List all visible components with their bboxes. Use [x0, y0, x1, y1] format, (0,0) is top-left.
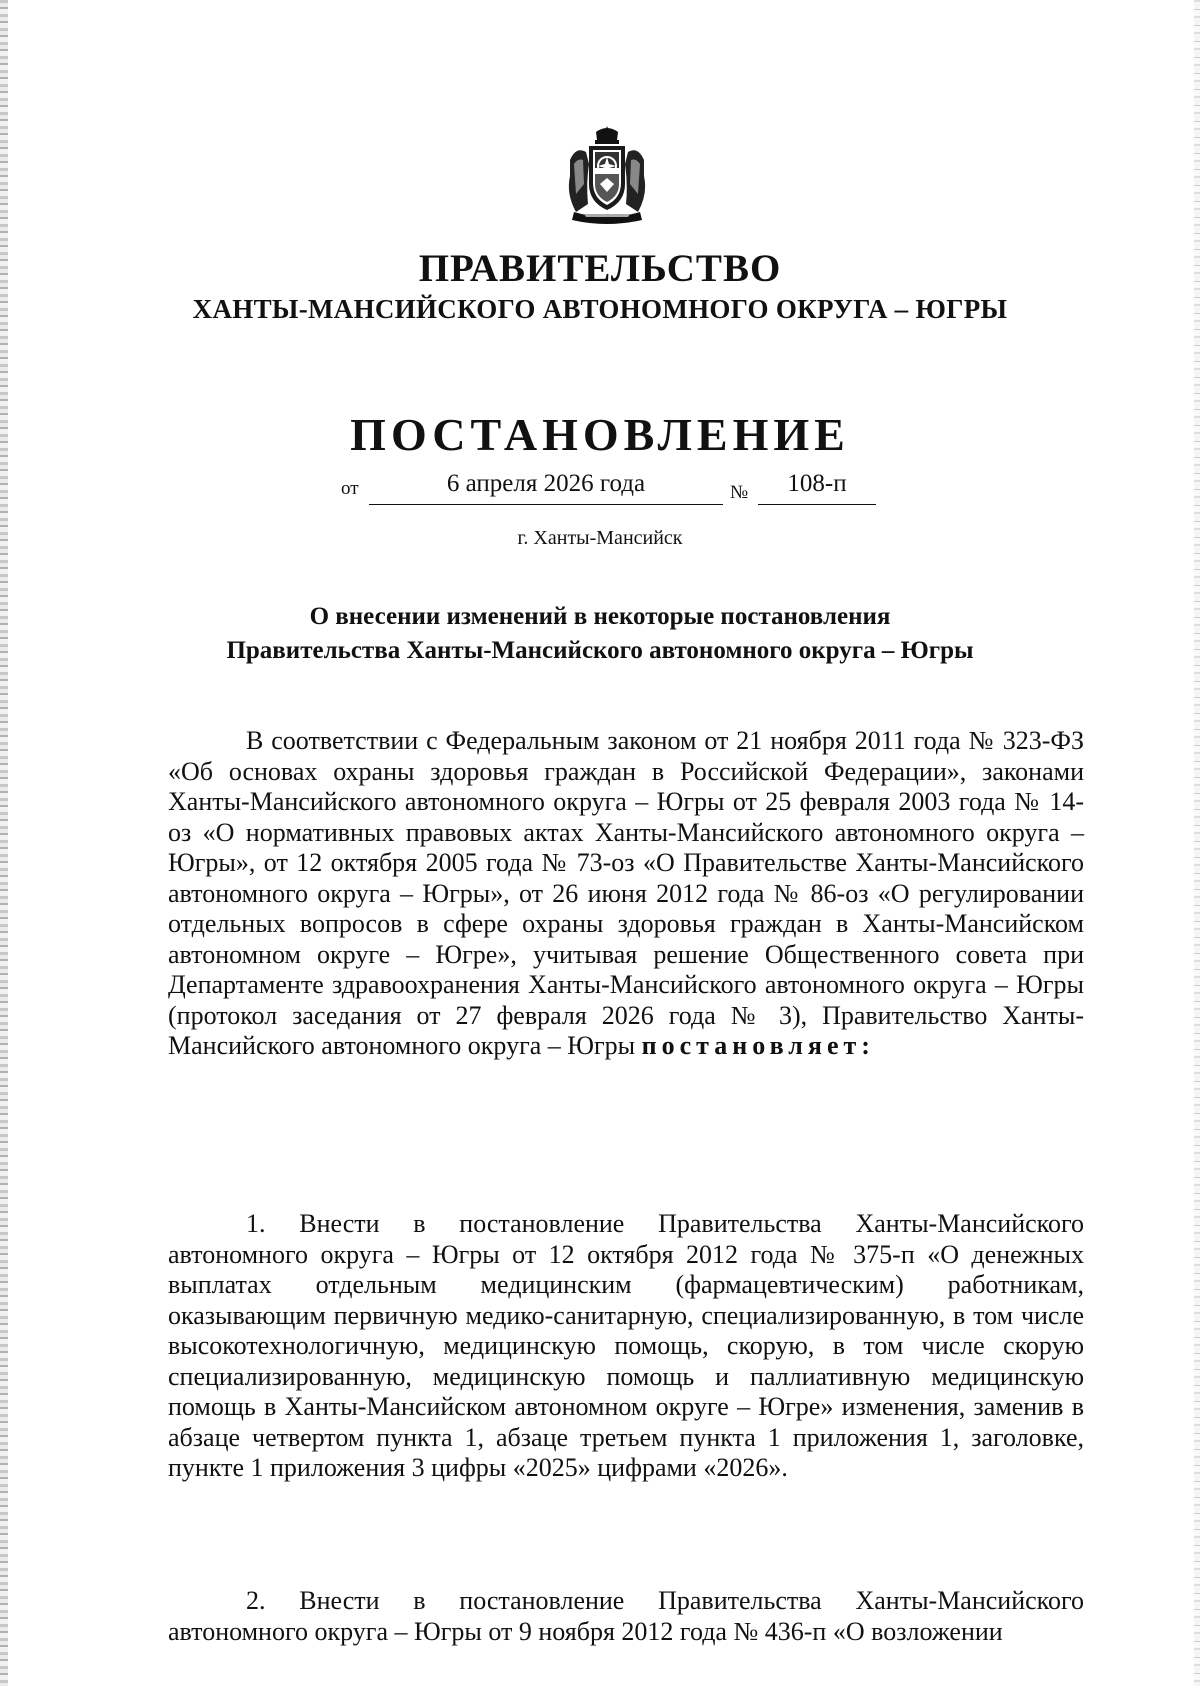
document-subject — [0, 600, 1200, 668]
preamble-paragraph — [168, 726, 1084, 1062]
document-type: ПОСТАНОВЛЕНИЕ — [350, 409, 850, 460]
document-date: 6 апреля 2026 года — [369, 470, 723, 505]
preamble-text: В соответствии с Федеральным законом от 21 ноября 2011 года № 323-ФЗ «Об основах охраны здоровья граждан в Российской Федерации», законами Ханты-Мансийского автономного округа – Югры от 25 февраля 2003 года № 14-оз «О нормативных правовых актах Ханты-Мансийского автономного округа – Югры», от 12 октября 2005 года № 73-оз «О Правительстве Ханты-Мансийского автономного округа – Югры», от 26 июня 2012 года № 86-оз «О регулировании отдельных вопросов в сфере охраны здоровья граждан в Ханты-Мансийском автономном округе – Югре», учитывая решение Общественного совета при Департаменте здравоохранения Ханты-Мансийского автономного округа – Югры (протокол заседания от 27 февраля 2026 года № 3), Правительство Ханты-Мансийского автономного округа – Югры — [168, 726, 1084, 1060]
subject-line-2: Правительства Ханты-Мансийского автономного округа – Югры — [226, 637, 974, 664]
document-number: 108-п — [758, 470, 876, 505]
item-1-text: 1. Внести в постановление Правительства Ханты-Мансийского автономного округа – Югры от 12 октября 2012 года № 375-п «О денежных выплатах отдельным медицинским (фармацевтическим) работникам, оказывающим первичную медико-санитарную, специализированную, в том числе высокотехнологичную, медицинскую помощь, скорую, в том числе скорую специализированную, медицинскую помощь и паллиативную медицинскую помощь в Ханты-Мансийском автономном округе – Югре» изменения, заменив в абзаце четвертом пункта 1, абзаце третьем пункта 1 приложения 1, заголовке, пункте 1 приложения 3 цифры «2025» цифрами «2026». — [168, 1209, 1084, 1482]
date-prefix: от — [341, 478, 359, 499]
document-city: г. Ханты-Мансийск — [517, 527, 683, 549]
item-2-text: 2. Внести в постановление Правительства Ханты-Мансийского автономного округа – Югры от 9 ноября 2012 года № 436-п «О возложении — [168, 1586, 1084, 1646]
item-1-paragraph — [168, 1209, 1084, 1484]
item-2-paragraph — [168, 1586, 1084, 1647]
number-prefix: № — [730, 482, 749, 503]
subject-line-1: О внесении изменений в некоторые постановления — [309, 603, 891, 630]
government-title: ПРАВИТЕЛЬСТВО — [418, 247, 782, 290]
coat-of-arms-icon — [562, 124, 652, 226]
region-title: ХАНТЫ-МАНСИЙСКОГО АВТОНОМНОГО ОКРУГА – ЮГРЫ — [192, 294, 1008, 324]
resolves-text: постановляет: — [641, 1031, 875, 1060]
date-number-row — [0, 470, 1200, 510]
